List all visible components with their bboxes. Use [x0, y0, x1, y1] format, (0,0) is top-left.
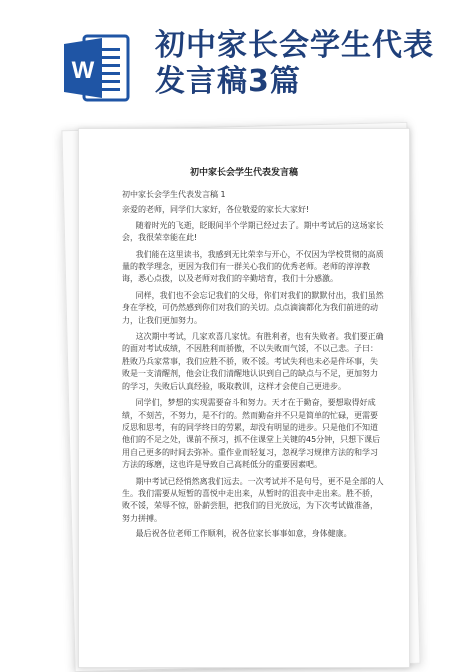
document-title: 初中家长会学生代表发言稿: [189, 168, 298, 178]
page-title: 初中家长会学生代表发言稿3篇: [155, 28, 434, 99]
body-paragraph: 我们能在这里读书，我感到无比荣幸与开心，不仅因为学校贯彻的高质量的教学理念，更因为我们有一群关心我们的优秀老师。老师的淳淳教诲，悉心点拨，以及老师对我们的辛勤培育，我们十分感激。: [122, 249, 384, 284]
document-page: [78, 128, 410, 668]
body-paragraph: 随着时光的飞逝，眨眼间半个学期已经过去了。期中考试后的这场家长会，我很荣幸能在此!: [122, 220, 384, 243]
document-body: [122, 189, 384, 544]
banner-header: [0, 0, 474, 130]
svg-text:W: W: [71, 57, 95, 84]
greeting-paragraph: 亲爱的老师，同学们大家好，各位敬爱的家长大家好!: [122, 205, 310, 215]
body-paragraph: 这次期中考试，几家欢喜几家忧。有胜利者，也有失败者。我们要正确的面对考试成绩，不因胜利而骄傲，不以失败而气馁，不以己悲。子曰：胜败乃兵家常事，我们应胜不骄，败不馁。考试失利也未必是件坏事，失败是一支清醒剂，他会让我们清醒地认识到自己的缺点与不足，更加努力的学习，失败后认真经验，吸取教训，这样才会使自己更进步。: [122, 332, 384, 391]
word-document-icon: [62, 32, 132, 104]
body-paragraph: 同样，我们也不会忘记我们的父母，你们对我们的默默付出，我们虽然身在学校，可仍然感到你们对我们的关切。点点滴滴都化为我们前进的动力，让我们更加努力。: [122, 290, 384, 325]
document-subtitle: 初中家长会学生代表发言稿 1: [122, 190, 226, 199]
body-paragraph: 期中考试已经悄然离我们远去。一次考试并不是句号，更不是全部的人生。我们需要从短暂的喜悦中走出来，从暂时的沮丧中走出来。胜不骄，败不馁，荣辱不惊，卧薪尝胆，把我们的目光放远，为下次考试做准备，努力拼搏。: [122, 476, 384, 523]
body-paragraph: 同学们，梦想的实现需要奋斗和努力。天才在于勤奋，要想取得好成绩，不刻苦，不努力，是不行的。然而勤奋并不只是简单的忙碌，更需要反思和思考，有的同学终日的劳累，却没有明显的进步。只是他们不知道他们的不足之处，课前不预习，抓不住课堂上关键的45分钟，只想下课后用自己更多的时间去弥补。重作业而轻复习，忽视学习规律方法的和学习方法的琢磨，这也许是导致自己高耗低分的重要因素吧。: [122, 398, 381, 470]
closing-paragraph: 最后祝各位老师工作顺利，祝各位家长事事如意，身体健康。: [135, 529, 352, 539]
